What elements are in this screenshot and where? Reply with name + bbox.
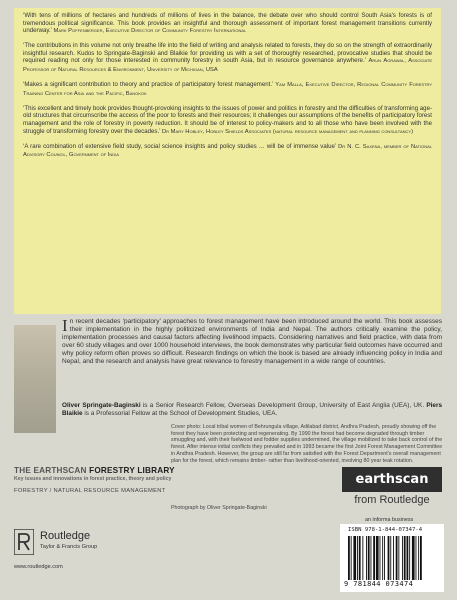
series-title: THE EARTHSCAN FORESTRY LIBRARY bbox=[14, 466, 175, 475]
earthscan-logo: earthscan bbox=[342, 467, 442, 492]
isbn-label: ISBN 978-1-844-07347-4 bbox=[348, 527, 423, 533]
quote-attribution: Mark Poffenberger, Executive Director of Community Forestry International bbox=[53, 28, 247, 35]
praise-quote: ‘This excellent and timely book provides thought-provoking insights to the issues of power and politics in forestry and the difficulties of transforming age-old structures that circumscribe the access of the poor to forests and their resources; it challenges our assumptions of the benefits of participatory forest management and the role of forestry in poverty reduction. It should be of interest to policy-makers and to all those who have been involved with the struggle of transforming forestry over the decades.’ Dr Mary Hobley, Hobley Shields Associates (natural resource management and planning consultancy) bbox=[23, 104, 432, 135]
series-block bbox=[14, 466, 204, 494]
praise-quote: ‘The contributions in this volume not only breathe life into the field of writing and analysis related to forests, they do so on the strength of extraordinarily insightful research. Kudos to Springate-Baginski and Blaikie for providing us with a set of thoroughly researched, provocative studies that should be required reading not only for those interested in community forestry in south Asia, but in resource governance anywhere.’ Arun Agrawal, Associate Professor of Natural Resources & Environment, University of Michigan, USA bbox=[23, 42, 432, 74]
quote-attribution: Dr Mary Hobley, Hobley Shields Associates (natural resource management and planning consultancy) bbox=[162, 128, 413, 135]
routledge-logo bbox=[14, 528, 134, 568]
quote-attribution: Dr N. C. Saxena, member of National Advisory Council, Government of India bbox=[23, 143, 432, 159]
barcode bbox=[340, 524, 444, 592]
barcode-number: 9 781844 073474 bbox=[344, 580, 414, 588]
quote-attribution: Yam Malla, Executive Director, Regional Community Forestry Training Center for Asia and the Pacific, Bangkok bbox=[23, 82, 433, 97]
from-routledge-text: from Routledge bbox=[354, 494, 430, 506]
photo-strip bbox=[14, 325, 56, 433]
routledge-r-icon bbox=[14, 529, 34, 555]
author-name: Oliver Springate-Baginski bbox=[62, 402, 141, 409]
informa-text: an informa business bbox=[365, 517, 414, 523]
drop-cap: I bbox=[62, 316, 68, 335]
routledge-name: Routledge bbox=[40, 530, 91, 542]
publisher-url: www.routledge.com bbox=[14, 564, 63, 570]
routledge-subtitle: Taylor & Francis Group bbox=[40, 544, 98, 550]
praise-panel bbox=[14, 8, 441, 314]
series-subtitle: Key issues and innovations in forest practice, theory and policy bbox=[14, 476, 172, 482]
subject-category: FORESTRY / NATURAL RESOURCE MANAGEMENT bbox=[14, 488, 166, 494]
praise-quote: ‘A rare combination of extensive field study, social science insights and policy studies … will be of immense value’ Dr N. C. Saxena, member of National Advisory Council, Government of India bbox=[23, 142, 432, 159]
cover-photo-caption: Cover photo: Local tribal women of Behrungula village, Adilabad district, Andhra Pradesh, proudly showing off the forest they have been protecting and regenerating. By 1990 the forest had become degraded through timber smuggling and, with their fuelwood and fodder supplies undermined, the village mobilized to take back control of the forest. After intense initial conflicts they prevailed and in 1993 became the first Joint Forest Management Committee in Andhra Pradesh. However, the group are still far from satisfied with the Forest Department's overall management plan for the forest, which remains timber- rather than livelihood-oriented, involving 80 year teak rotation. bbox=[171, 424, 443, 464]
praise-quote: ‘With tens of millions of hectares and hundreds of millions of lives in the balance, the debate over who should control South Asia's forests is of tremendous political significance. This book provides an insightful and thorough assessment of important forest management transitions currently underway.’ Mark Poffenberger, Executive Director of Community Forestry International bbox=[23, 12, 432, 35]
author-bios: Oliver Springate-Baginski is a Senior Research Fellow, Overseas Development Group, University of East Anglia (UEA), UK. Piers Blaikie is a Professorial Fellow at the School of Development Studies, UEA. bbox=[62, 402, 442, 417]
photo-credit: Photograph by Oliver Springate-Baginski bbox=[171, 505, 267, 511]
quote-attribution: Arun Agrawal, Associate Professor of Natural Resources & Environment, University of Michigan, USA bbox=[23, 58, 432, 74]
praise-quote: ‘Makes a significant contribution to theory and practice of participatory forest management.’ Yam Malla, Executive Director, Regional Community Forestry Training Center for Asia and the Pacific, Bangkok bbox=[23, 81, 433, 97]
author-name: Piers Blaikie bbox=[62, 402, 442, 417]
book-description: In recent decades ‘participatory’ approaches to forest management have been introduced around the world. This book assesses their implementation in the highly politicized environments of India and Nepal. The authors critically examine the policy, implementation processes and causal factors affecting livelihood impacts. Considering narratives and field practice, with data from over 60 study villages and over 1000 household interviews, the book demonstrates why particular field outcomes have occurred and why policy reform often proves so difficult. Research findings on which the book is based are already influencing policy in India and Nepal, and the research and analysis have great relevance to forestry management in a wide range of countries. bbox=[62, 316, 442, 366]
barcode-bars bbox=[348, 536, 436, 580]
